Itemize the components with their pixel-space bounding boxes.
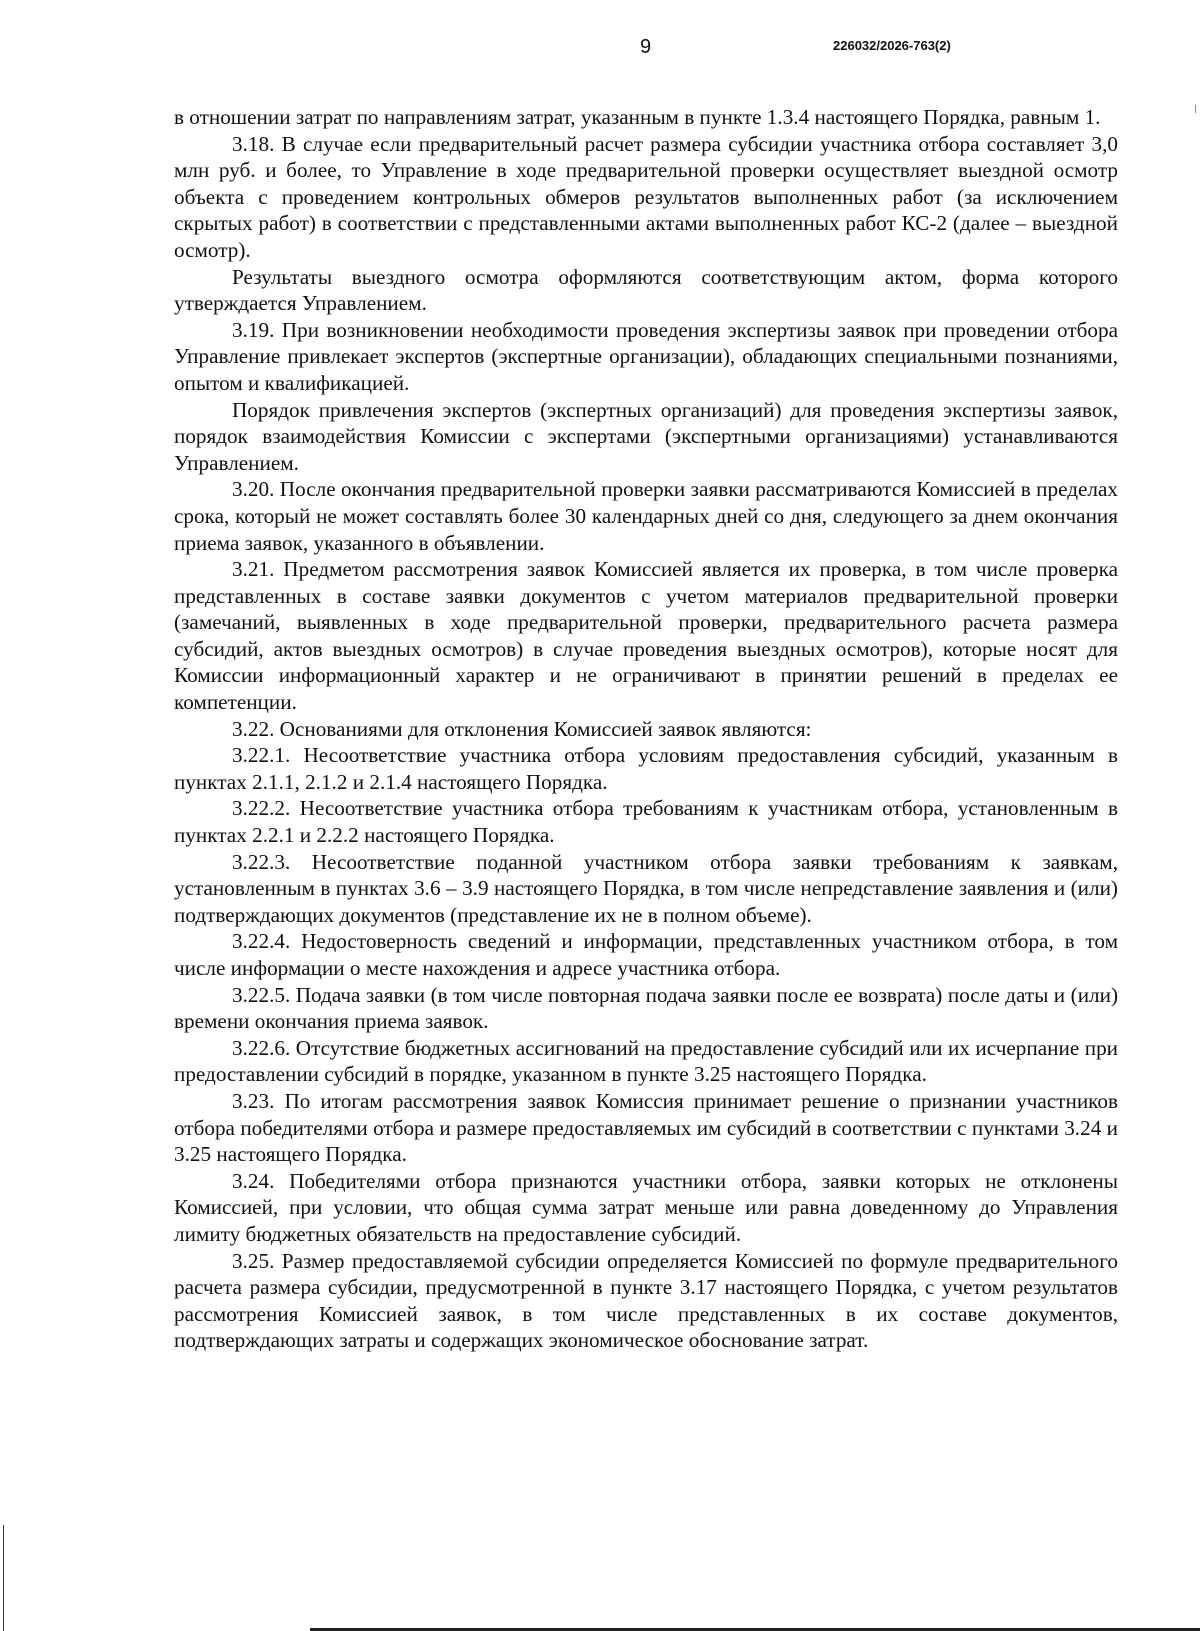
- paragraph-3-22-3: 3.22.3. Несоответствие поданной участником отбора заявки требованиям к заявкам, установленным в пунктах 3.6 – 3.9 настоящего Порядка, в том числе непредставление заявления и (или) подтверждающих документов (представление их не в полном объеме).: [174, 849, 1118, 927]
- scan-mark-right: [1195, 105, 1196, 113]
- paragraph-3-23: 3.23. По итогам рассмотрения заявок Комиссия принимает решение о признании участников отбора победителями отбора и размере предоставляемых им субсидий в соответствии с пунктами 3.24 и 3.25 настоящего Порядка.: [174, 1088, 1118, 1167]
- paragraph-3-18: 3.18. В случае если предварительный расчет размера субсидии участника отбора составляет 3,0 млн руб. и более, то Управление в ходе предварительной проверки осуществляет выездной осмотр объекта с проведением контрольных обмеров результатов выполненных работ (за исключением скрытых работ) в соответствии с представленными актами выполненных работ КС-2 (далее – выездной осмотр).: [174, 131, 1118, 262]
- paragraph-3-22-1: 3.22.1. Несоответствие участника отбора условиям предоставления субсидий, указанным в пунктах 2.1.1, 2.1.2 и 2.1.4 настоящего Порядка.: [174, 743, 1118, 794]
- paragraph-continuation: в отношении затрат по направлениям затрат, указанным в пункте 1.3.4 настоящего Порядка, равным 1.: [174, 105, 1101, 129]
- paragraph-3-25: 3.25. Размер предоставляемой субсидии определяется Комиссией по формуле предварительного расчета размера субсидии, предусмотренной в пункте 3.17 настоящего Порядка, с учетом результатов рассмотрения Комиссией заявок, в том числе представленных в их составе документов, подтверждающих затраты и содержащих экономическое обоснование затрат.: [174, 1248, 1118, 1353]
- document-body: [174, 104, 1118, 1354]
- paragraph-3-22-2: 3.22.2. Несоответствие участника отбора требованиям к участникам отбора, установленным в пунктах 2.2.1 и 2.2.2 настоящего Порядка.: [174, 796, 1118, 848]
- paragraph-3-22: 3.22. Основаниями для отклонения Комиссией заявок являются:: [232, 716, 812, 741]
- scan-edge-left: [3, 1525, 4, 1631]
- paragraph-3-22-4: 3.22.4. Недостоверность сведений и информации, представленных участником отбора, в том числе информации о месте нахождения и адресе участника отбора.: [174, 929, 1118, 980]
- paragraph-3-21: 3.21. Предметом рассмотрения заявок Комиссией является их проверка, в том числе проверка представленных в составе заявки документов с учетом материалов предварительной проверки (замечаний, выявленных в ходе предварительной проверки, предварительного расчета размера субсидий, актов выездных осмотров) в случае проведения выездных осмотров), которые носят для Комиссии информационный характер и не ограничивают в принятии решений в пределах ее компетенции.: [174, 557, 1118, 715]
- page-number: 9: [640, 36, 652, 58]
- paragraph-3-22-6: 3.22.6. Отсутствие бюджетных ассигнований на предоставление субсидий или их исчерпание при предоставлении субсидий в порядке, указанном в пункте 3.25 настоящего Порядка.: [174, 1035, 1118, 1087]
- document-number: 226032/2026-763(2): [833, 38, 951, 53]
- paragraph-inspection-results: Результаты выездного осмотра оформляются соответствующим актом, форма которого утверждается Управлением.: [174, 264, 1118, 316]
- paragraph-3-22-5: 3.22.5. Подача заявки (в том числе повторная подача заявки после ее возврата) после даты и (или) времени окончания приема заявок.: [174, 982, 1118, 1034]
- paragraph-3-20: 3.20. После окончания предварительной проверки заявки рассматриваются Комиссией в пределах срока, который не может составлять более 30 календарных дней со дня, следующего за днем окончания приема заявок, указанного в объявлении.: [174, 477, 1118, 555]
- paragraph-experts-procedure: Порядок привлечения экспертов (экспертных организаций) для проведения экспертизы заявок, порядок взаимодействия Комиссии с экспертами (экспертными организациями) устанавливаются Управлением.: [174, 397, 1118, 475]
- paragraph-3-19: 3.19. При возникновении необходимости проведения экспертизы заявок при проведении отбора Управление привлекает экспертов (экспертные организации), обладающих специальными познаниями, опытом и квалификацией.: [174, 317, 1118, 395]
- paragraph-3-24: 3.24. Победителями отбора признаются участники отбора, заявки которых не отклонены Комиссией, при условии, что общая сумма затрат меньше или равна доведенному до Управления лимиту бюджетных обязательств на предоставление субсидий.: [174, 1168, 1118, 1246]
